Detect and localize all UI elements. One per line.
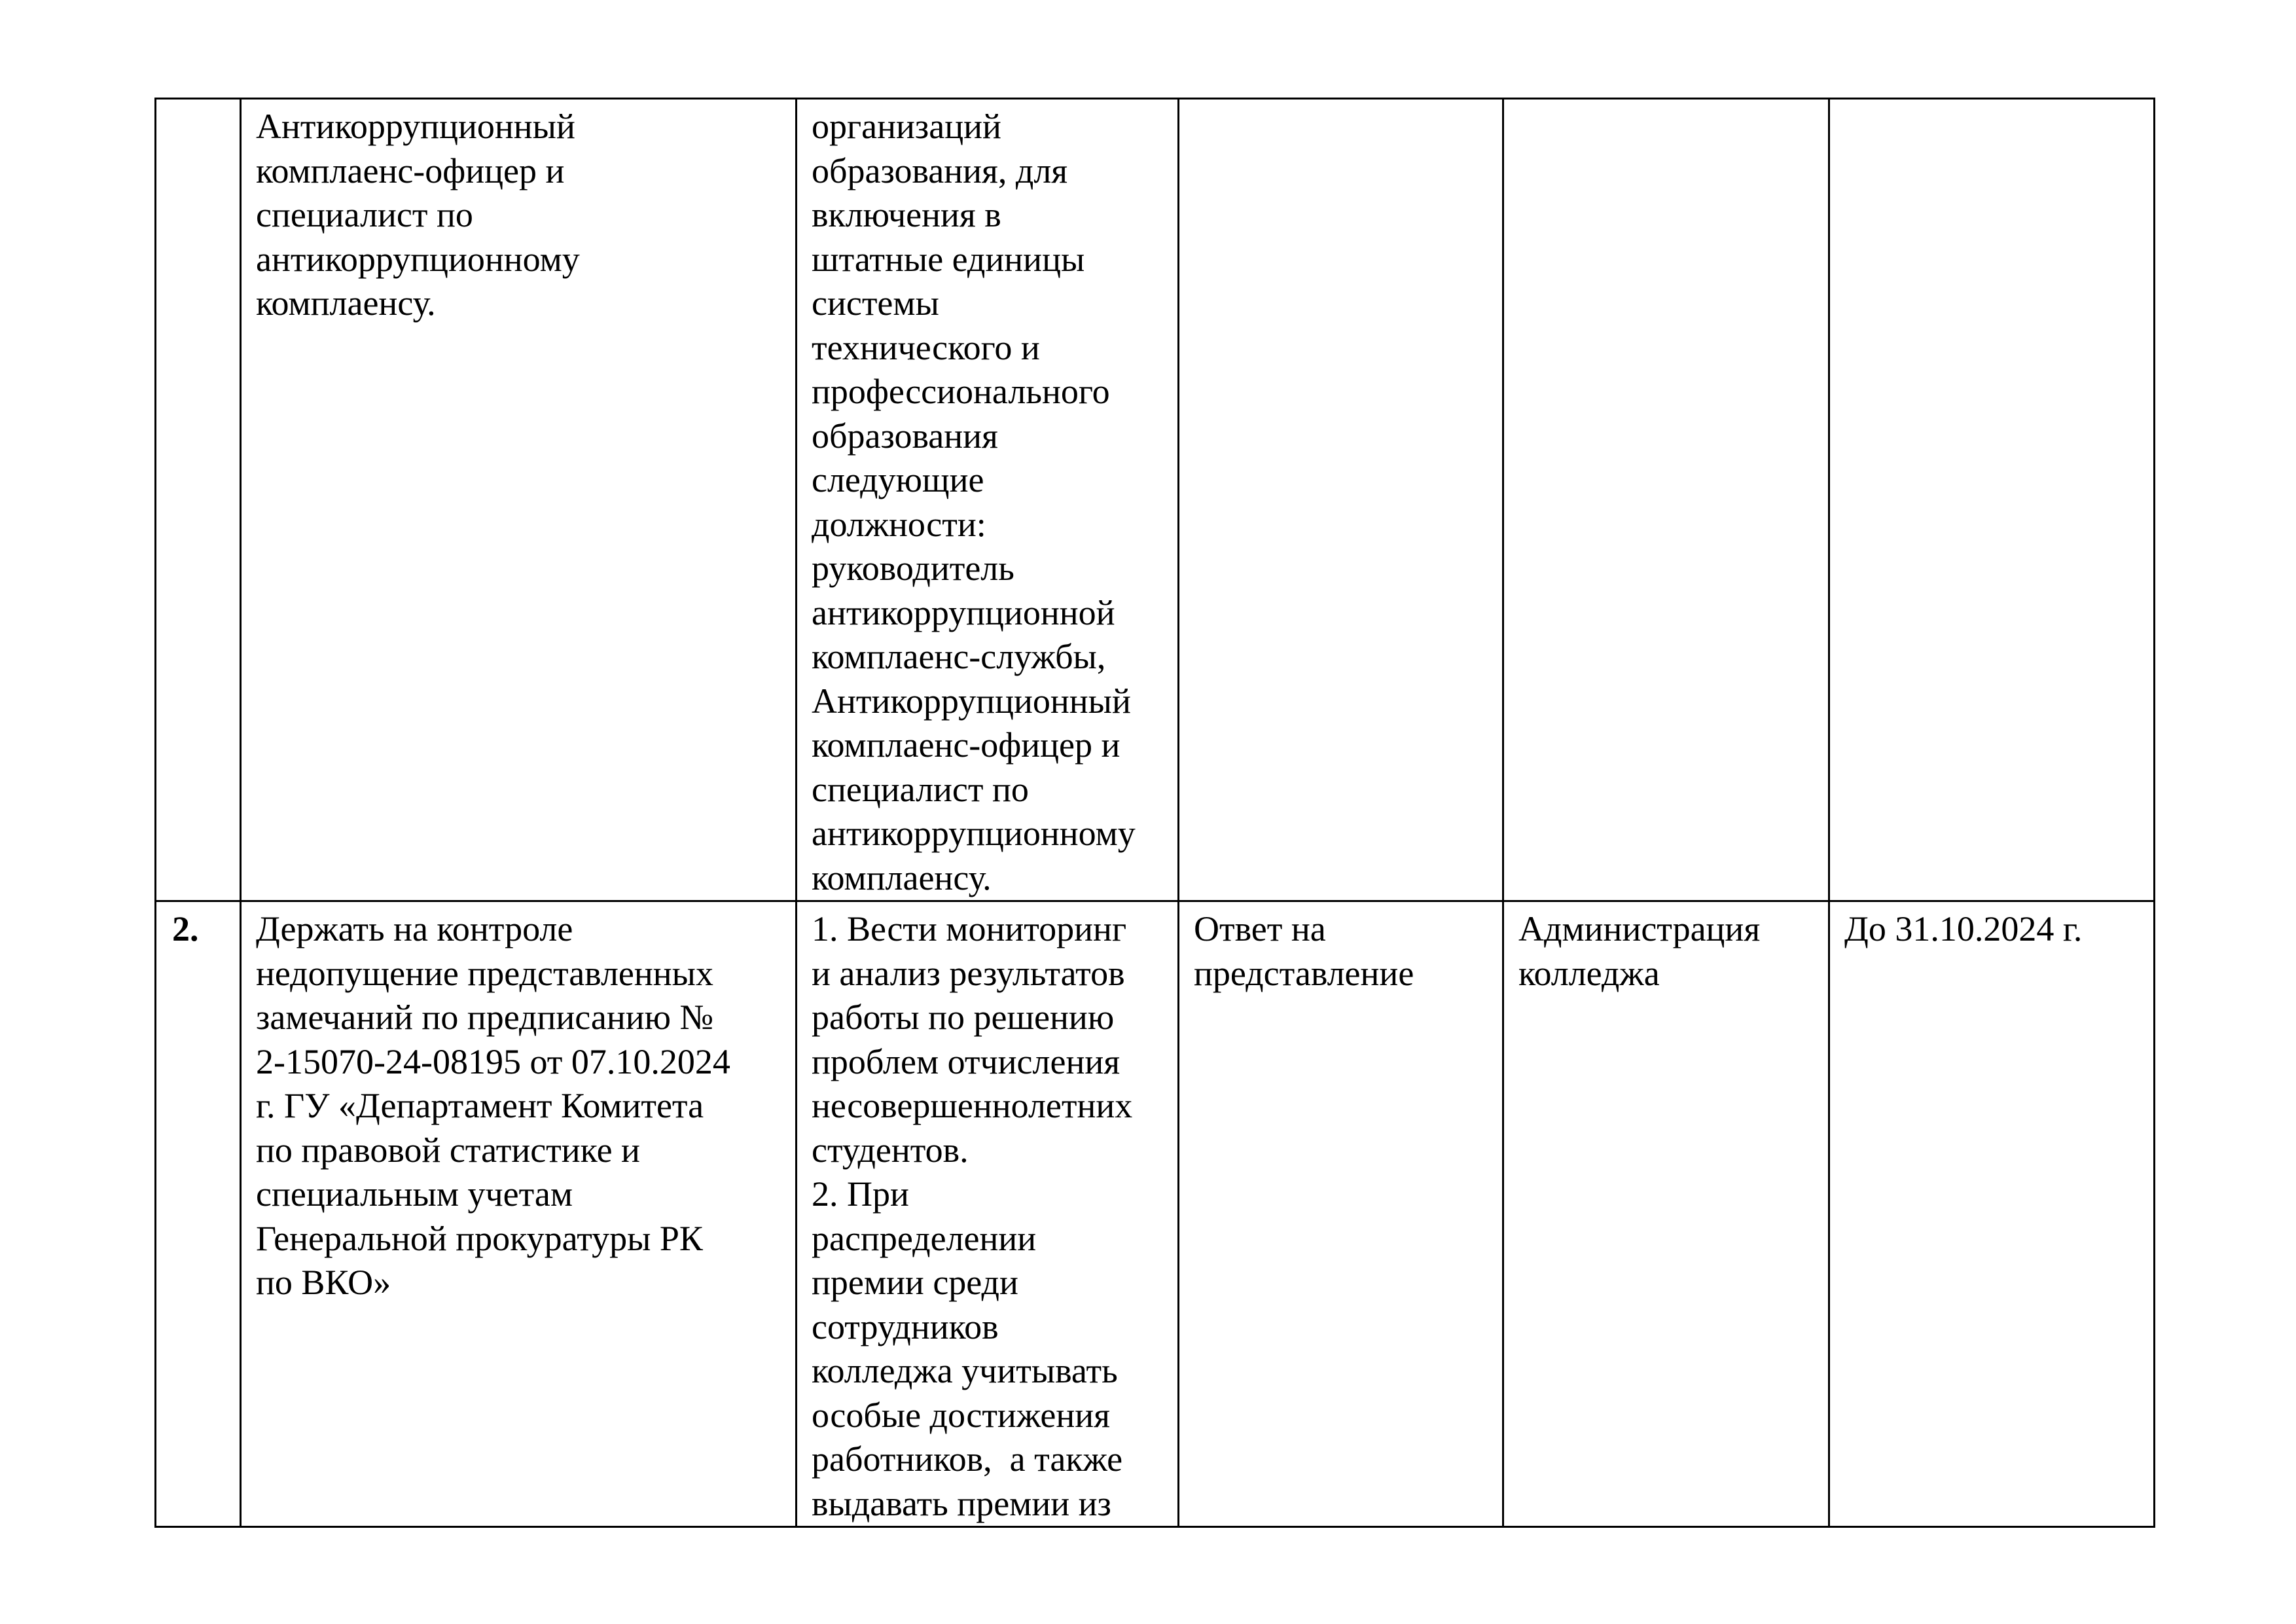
problem-cell (241, 901, 797, 1527)
cell-line: г. ГУ «Департамент Комитета (256, 1086, 704, 1125)
cell-line: распределении (812, 1218, 1037, 1258)
completion-form-cell (1179, 99, 1503, 901)
cell-line: антикоррупционному (256, 239, 580, 279)
row-number-cell (156, 901, 241, 1527)
cell-line: особые достижения (812, 1395, 1111, 1435)
cell-line: 2-15070-24-08195 от 07.10.2024 (256, 1041, 730, 1081)
cell-line: Генеральной прокуратуры РК (256, 1218, 703, 1258)
cell-line: антикоррупционной (812, 592, 1115, 632)
cell-line: образования (812, 416, 998, 456)
row-number-cell (156, 99, 241, 901)
cell-line: проблем отчисления (812, 1041, 1121, 1081)
cell-line: по ВКО» (256, 1263, 391, 1302)
cell-line: представление (1194, 953, 1414, 993)
cell-line: недопущение представленных (256, 953, 713, 993)
problem-cell (241, 99, 797, 901)
cell-line: комплаенс-службы, (812, 637, 1106, 676)
cell-line: технического и (812, 327, 1040, 367)
cell-line: колледжа (1518, 953, 1660, 993)
cell-line: Администрация (1518, 909, 1761, 948)
cell-line: комплаенсу. (256, 283, 436, 323)
cell-line: студентов. (812, 1130, 969, 1170)
measures-cell (797, 99, 1179, 901)
cell-line: и анализ результатов (812, 953, 1125, 993)
cell-line: по правовой статистике и (256, 1130, 640, 1170)
cell-line: организаций (812, 107, 1001, 146)
cell-line: Держать на контроле (256, 909, 573, 948)
cell-line: Ответ на (1194, 909, 1326, 948)
cell-line: специальным учетам (256, 1174, 573, 1214)
cell-line: следующие (812, 460, 984, 499)
responsible-cell (1503, 99, 1829, 901)
cell-line: включения в (812, 195, 1001, 234)
cell-line: специалист по (256, 195, 473, 234)
cell-line: 2. При (812, 1174, 909, 1214)
cell-line: антикоррупционному (812, 814, 1136, 853)
table-row (156, 99, 2155, 901)
completion-form-cell (1179, 901, 1503, 1527)
cell-line: комплаенсу. (812, 857, 992, 897)
cell-line: руководитель (812, 549, 1014, 588)
cell-line: комплаенс-офицер и (256, 151, 565, 190)
cell-line: несовершеннолетних (812, 1086, 1133, 1125)
deadline-cell (1829, 99, 2155, 901)
cell-line: сотрудников (812, 1307, 999, 1346)
cell-line: выдавать премии из (812, 1483, 1111, 1523)
cell-line: работников, а также (812, 1439, 1123, 1479)
deadline-cell (1829, 901, 2155, 1527)
cell-line: комплаенс-офицер и (812, 725, 1121, 765)
cell-line: замечаний по предписанию № (256, 998, 713, 1037)
cell-line: Антикоррупционный (256, 107, 575, 146)
cell-line: Антикоррупционный (812, 681, 1131, 721)
cell-line: колледжа учитывать (812, 1351, 1118, 1390)
measures-cell (797, 901, 1179, 1527)
cell-line: До 31.10.2024 г. (1844, 909, 2083, 948)
cell-line: специалист по (812, 769, 1029, 809)
cell-line: 1. Вести мониторинг (812, 909, 1127, 948)
cell-line: образования, для (812, 151, 1068, 190)
action-plan-table (154, 98, 2155, 1528)
responsible-cell (1503, 901, 1829, 1527)
table-row (156, 901, 2155, 1527)
cell-line: работы по решению (812, 998, 1115, 1037)
cell-line: системы (812, 283, 939, 323)
cell-line: премии среди (812, 1263, 1018, 1302)
row-number: 2. (172, 909, 199, 948)
cell-line: профессионального (812, 372, 1110, 411)
cell-line: штатные единицы (812, 239, 1085, 279)
cell-line: должности: (812, 504, 986, 544)
